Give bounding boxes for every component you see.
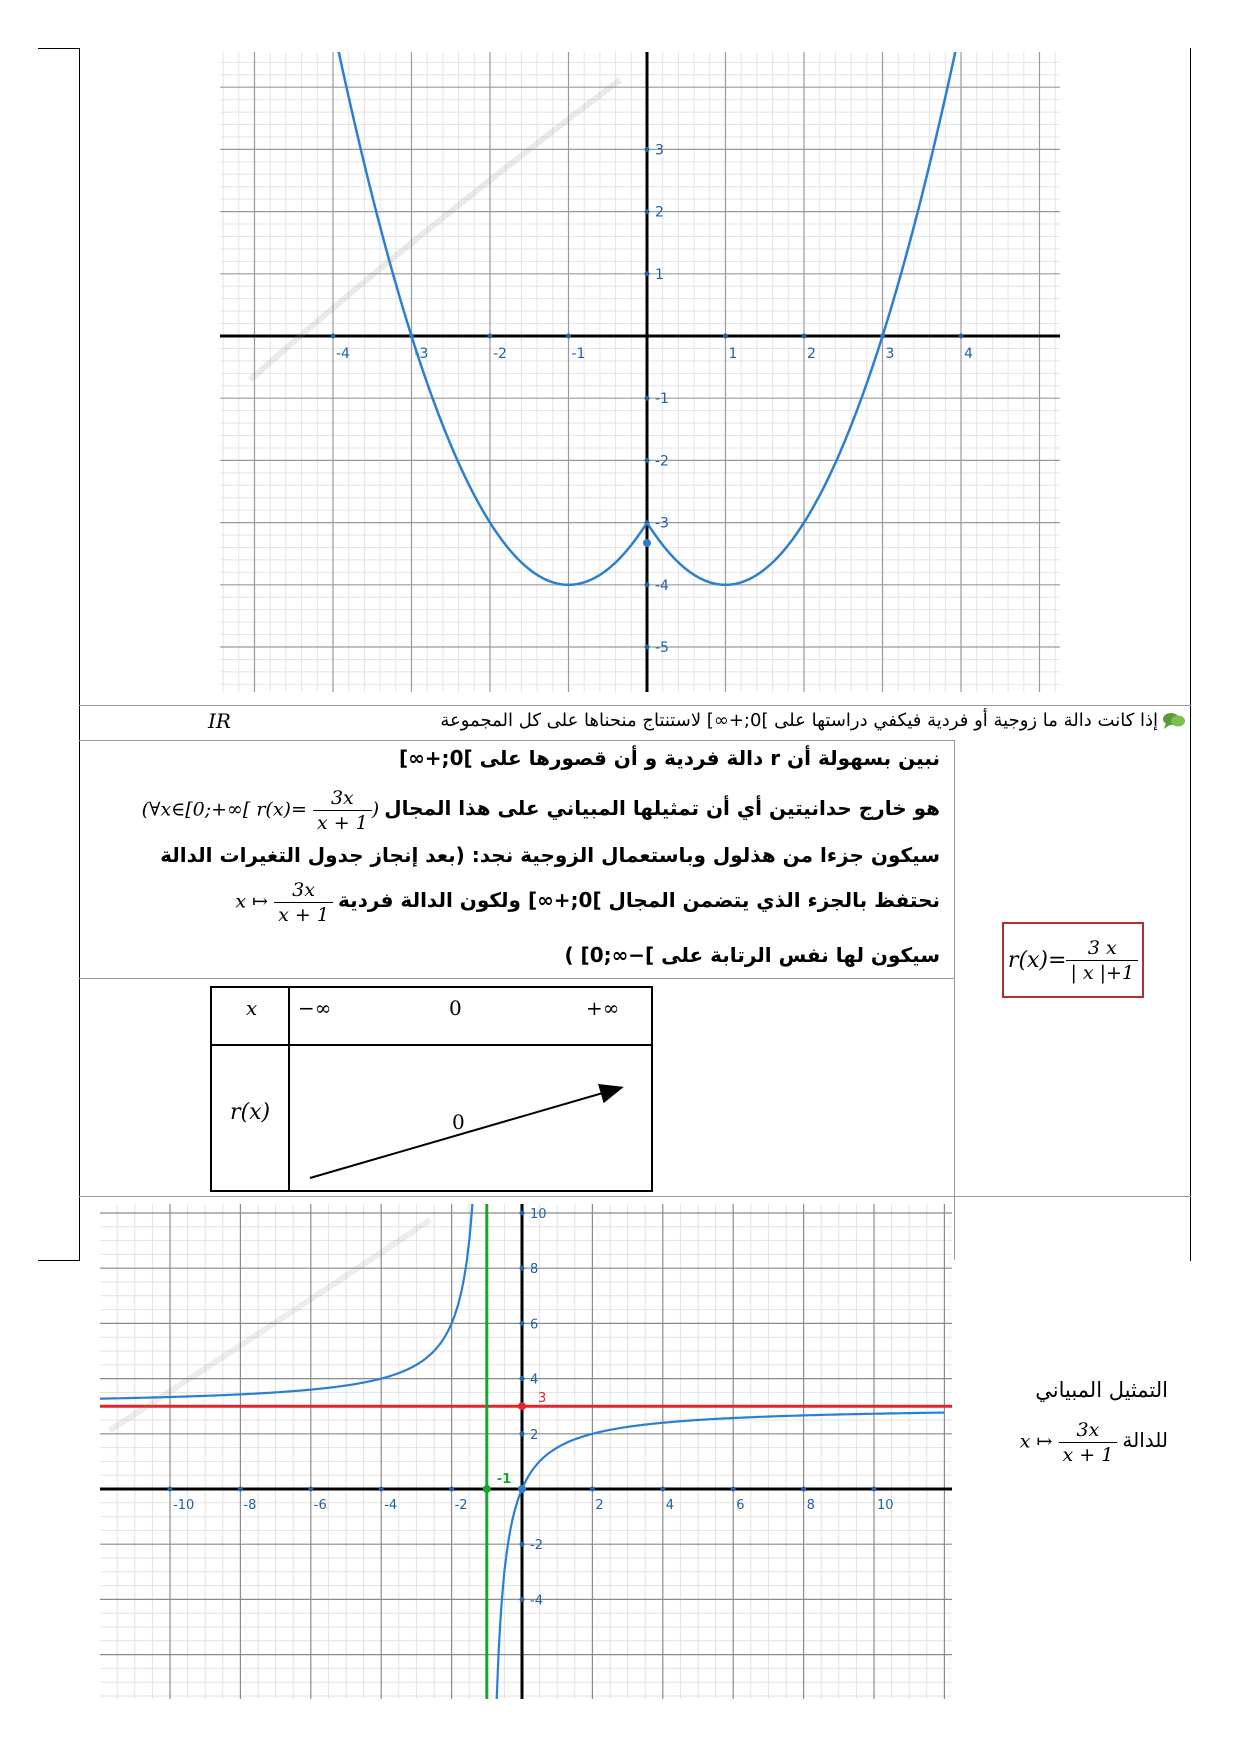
graph2-x-tick-label: -2: [454, 1498, 468, 1513]
explanation-line-5: سيكون لها نفس الرتابة على ]−∞;0] ): [564, 943, 940, 967]
explanation-line-2-math: (∀x∈[0;+∞[ r(x)=: [141, 798, 307, 821]
graph2-y-tick-label: 2: [530, 1427, 539, 1443]
graph1-x-tick-label: 1: [728, 346, 738, 362]
graph2-x-tick-label: 8: [806, 1498, 815, 1513]
graph2-x-tick-label: 4: [665, 1498, 675, 1513]
divider-col: [954, 740, 955, 1260]
divider-info: [79, 705, 1191, 706]
graph1-y-tick-label: -5: [655, 640, 669, 656]
graph2-y-tick-label: 10: [530, 1207, 547, 1222]
point-on-h-asymptote: [518, 1402, 526, 1410]
table-row-label: r(x): [230, 1100, 271, 1125]
graph1-y-tick: [645, 645, 650, 650]
divider-row-b: [79, 978, 955, 979]
explanation-line-4: [235, 878, 940, 927]
table-mid-value: 0: [452, 1110, 465, 1134]
graph2-y-tick-label: -2: [530, 1538, 543, 1554]
watermark: [220, 60, 640, 440]
graph1-x-tick-label: 3: [885, 346, 895, 362]
graph1-y-tick-label: 2: [655, 204, 664, 221]
graph1-y-tick-label: -4: [655, 577, 669, 594]
graph1-x-tick: [959, 334, 964, 339]
graph2-x-tick: [801, 1487, 806, 1492]
graph1-x-tick-label: -1: [571, 346, 586, 362]
graph2-y-tick: [520, 1211, 525, 1216]
table-header-var: x: [246, 996, 258, 1020]
explanation-line-2: هو خارج حدانيتين أي أن تمثيلها المبياني على هذا المجال (∀x∈[0;+∞[ r(x)= $\frac{3x}{x + 1}$ ): [141, 787, 940, 834]
graph2-x-tick-label: 10: [877, 1498, 894, 1513]
graph2-y-tick: [520, 1431, 525, 1436]
frac-den: x + 1: [316, 812, 368, 834]
graph2-x-tick: [449, 1487, 454, 1492]
graph1-x-tick-label: -3: [414, 346, 429, 362]
table-header-pos-inf: +∞: [586, 996, 620, 1020]
graph1-y-tick-label: -1: [655, 391, 669, 408]
function-den: | x |+1: [1070, 961, 1135, 984]
graph1-cusp-point: [643, 539, 651, 547]
graph2-x-tick-label: -8: [243, 1498, 257, 1513]
graph1-y-tick-label: -2: [655, 453, 669, 470]
function-definition-box: [1002, 922, 1144, 998]
explanation-line-4-math: x ↦: [235, 890, 269, 913]
speech-bubbles-icon: [1162, 710, 1186, 730]
graph1-y-tick-label: 3: [655, 142, 664, 159]
graph1-x-tick-label: -4: [336, 346, 350, 362]
graph2-x-tick: [168, 1487, 173, 1492]
frac-den-2: x + 1: [278, 904, 329, 926]
graph1-x-tick-label: -2: [493, 346, 507, 362]
frame-left: [79, 48, 80, 1261]
frame-right: [1190, 48, 1191, 1261]
graph1-x-tick-label: 4: [964, 346, 973, 362]
table-header-zero: 0: [449, 996, 462, 1020]
origin-point: [518, 1485, 526, 1493]
watermark-2: [100, 1210, 440, 1450]
graph2-x-tick: [660, 1487, 665, 1492]
graph-caption-title: التمثيل المبياني: [1035, 1378, 1168, 1402]
graph2-x-tick: [379, 1487, 384, 1492]
asymptote-h-label: 3: [538, 1391, 547, 1407]
frac-num: 3x: [313, 786, 372, 811]
graph2-x-tick-label: 6: [736, 1498, 745, 1513]
graph2-y-tick: [520, 1597, 525, 1602]
graph-caption-map: x ↦: [1019, 1430, 1053, 1453]
graph1-y-tick-label: -3: [655, 515, 669, 532]
explanation-line-3: سيكون جزءا من هذلول وباستعمال الزوجية نجد: (بعد إنجاز جدول التغيرات الدالة: [160, 843, 940, 867]
divider-row-c: [79, 1196, 1191, 1197]
graph2-y-tick-label: 4: [530, 1372, 539, 1388]
graph2-x-tick: [308, 1487, 313, 1492]
explanation-line-2-text: هو خارج حدانيتين أي أن تمثيلها المبياني على هذا المجال: [384, 796, 940, 820]
frame-top-left: [38, 48, 80, 49]
info-text: إذا كانت دالة ما زوجية أو فردية فيكفي دراستها على ]0;+∞] لاستنتاج منحناها على كل المجموعة: [440, 710, 1158, 731]
graph2-y-tick-label: -4: [530, 1593, 543, 1609]
graph2-x-tick-label: -4: [384, 1498, 398, 1513]
graph2-y-tick: [520, 1542, 525, 1547]
graph1-y-tick: [645, 396, 650, 401]
graph2-curve-right: [497, 1413, 945, 1699]
graph-caption-label: للدالة: [1122, 1428, 1168, 1452]
table-header-neg-inf: −∞: [298, 996, 332, 1020]
graph2-x-tick: [238, 1487, 243, 1492]
explanation-line-4-text: نحتفظ بالجزء الذي يتضمن المجال ]0;+∞] ولكون الدالة فردية: [338, 888, 940, 912]
graph1-y-tick: [645, 209, 650, 214]
graph2-y-tick: [520, 1321, 525, 1326]
explanation-line-1: نبين بسهولة أن r دالة فردية و أن قصورها على ]0;+∞]: [399, 746, 940, 770]
graph1-y-tick: [645, 271, 650, 276]
graph2-x-tick: [590, 1487, 595, 1492]
graph-caption-formula: [1020, 1418, 1168, 1467]
graph2-x-tick: [872, 1487, 877, 1492]
graph2-x-tick: [731, 1487, 736, 1492]
point-on-v-asymptote: [483, 1485, 491, 1493]
graph1-x-tick-label: 2: [807, 346, 816, 362]
graph-caption-num: 3x: [1059, 1418, 1118, 1443]
graph1-y-tick: [645, 147, 650, 152]
graph2-y-tick-label: 8: [530, 1262, 539, 1278]
graph1-y-tick: [645, 582, 650, 587]
graph1-x-tick: [723, 334, 728, 339]
increasing-arrow-icon: [290, 1046, 652, 1190]
graph1-y-tick: [645, 458, 650, 463]
graph1-x-tick: [802, 334, 807, 339]
graph1-y-tick-label: 1: [655, 266, 664, 283]
set-name: IR: [208, 709, 231, 733]
graph2-y-tick-label: 6: [530, 1317, 539, 1333]
info-line: [80, 708, 1190, 738]
asymptote-v-label: -1: [496, 1472, 512, 1487]
function-num: 3 x: [1066, 936, 1138, 961]
function-lhs: r(x)=: [1007, 947, 1067, 973]
graph2-x-tick-label: -6: [313, 1498, 327, 1513]
graph2-x-tick-label: 2: [595, 1498, 604, 1513]
frac-num-2: 3x: [274, 878, 333, 903]
frame-bottom-left: [38, 1260, 80, 1261]
graph2-y-tick: [520, 1376, 525, 1381]
variation-table: [210, 986, 653, 1192]
graph2-y-tick: [520, 1266, 525, 1271]
graph-caption-den: x + 1: [1062, 1444, 1114, 1466]
graph2-x-tick-label: -10: [173, 1498, 195, 1513]
divider-row-a: [79, 740, 955, 741]
